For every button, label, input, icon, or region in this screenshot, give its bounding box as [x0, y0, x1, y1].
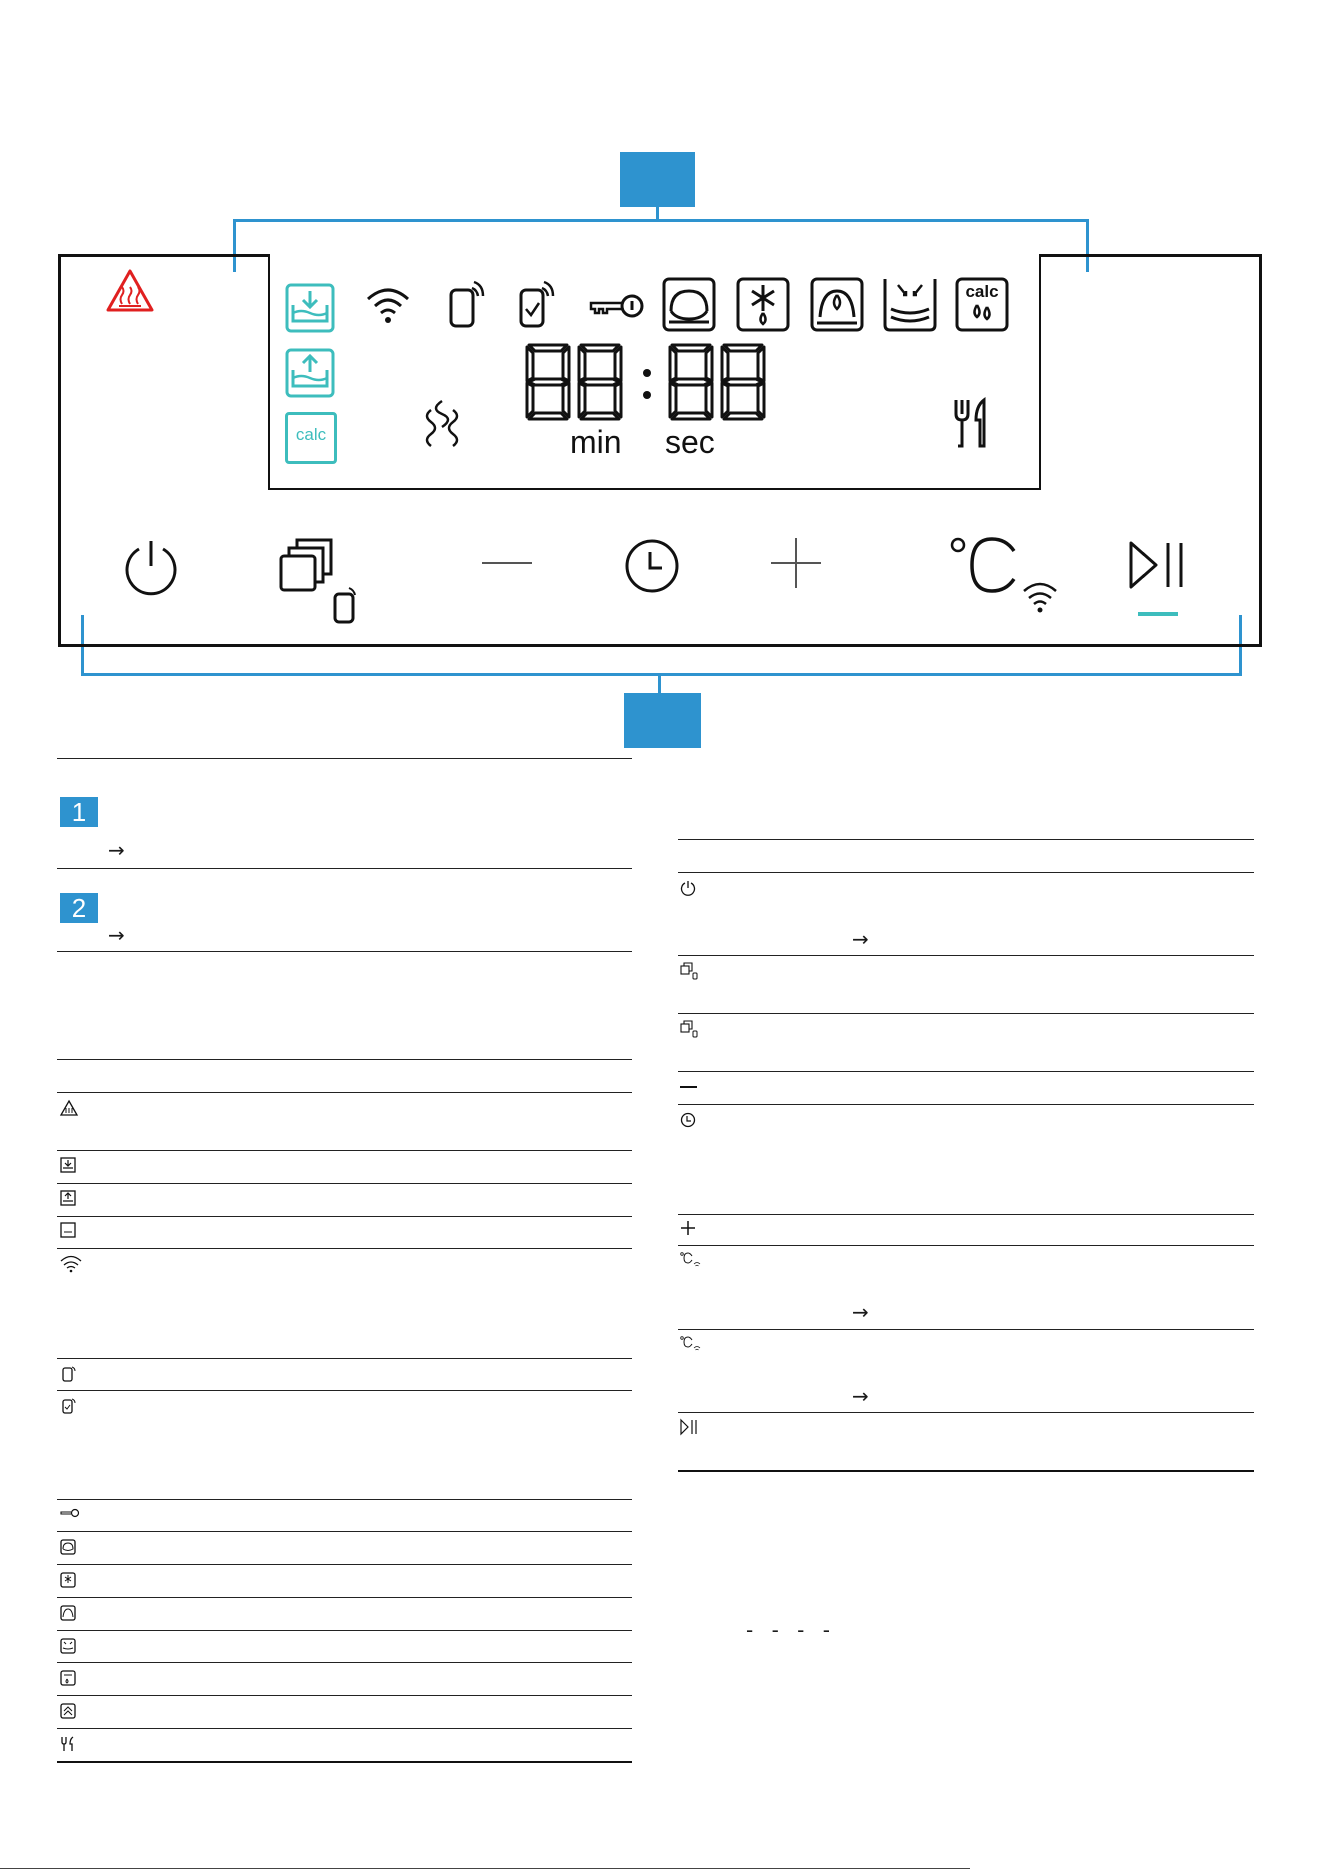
- left-table-rule-5: [57, 1358, 632, 1359]
- dash-sequence: - - - -: [746, 1618, 836, 1642]
- unit-min: min: [570, 424, 622, 460]
- right-arrow-2: →: [852, 1300, 869, 1324]
- power-button[interactable]: [122, 538, 180, 596]
- cutlery-icon: [952, 398, 990, 448]
- legend-badge-1: 1: [60, 797, 98, 827]
- unit-sec: sec: [665, 424, 715, 460]
- bracket-bottom-stem: [658, 675, 661, 695]
- right-table-rule-1: [678, 955, 1254, 956]
- legend-arrow-1: →: [108, 838, 125, 862]
- right-table-rule-bottom: [678, 1470, 1254, 1472]
- steam-drop-icon: [810, 277, 864, 332]
- minus-button[interactable]: [482, 562, 532, 564]
- left-table-rule-4: [57, 1248, 632, 1249]
- plus-button[interactable]: [771, 538, 821, 588]
- right-arrow-3: →: [852, 1384, 869, 1408]
- page-bottom-rule: [0, 1868, 970, 1869]
- key-icon: [588, 293, 646, 319]
- left-table-rule-1: [57, 1150, 632, 1151]
- right-table-rule-7: [678, 1329, 1254, 1330]
- calc-icon: [60, 1222, 76, 1238]
- legend-badge-2: 2: [60, 893, 98, 923]
- programs-icon: [680, 1020, 700, 1038]
- hot-surface-icon: [105, 268, 155, 314]
- right-arrow-1: →: [852, 927, 869, 951]
- temp-wifi-button[interactable]: [949, 535, 1064, 615]
- right-table-rule-2: [678, 1013, 1254, 1014]
- left-table-rule-13: [57, 1695, 632, 1696]
- clock-button[interactable]: [624, 538, 680, 594]
- key-icon: [60, 1508, 80, 1518]
- left-table-rule-9: [57, 1564, 632, 1565]
- time-digits: [525, 343, 770, 421]
- phone-icon: [62, 1364, 76, 1382]
- descale-dry-icon: [60, 1638, 76, 1654]
- temp-wifi-icon: [680, 1252, 702, 1268]
- right-table-rule-3: [678, 1071, 1254, 1072]
- play-pause-button[interactable]: [1128, 540, 1188, 590]
- steam-drop-icon: [60, 1605, 76, 1621]
- calc-drop-label: calc: [965, 282, 999, 301]
- left-table-rule-0: [57, 1092, 632, 1093]
- left-table-rule-bottom: [57, 1761, 632, 1763]
- descale-dry-icon: [883, 277, 937, 332]
- phone-check-icon: [62, 1396, 76, 1414]
- phone-check-icon: [518, 280, 554, 330]
- defrost-icon: [736, 277, 790, 332]
- programs-button[interactable]: [279, 538, 359, 626]
- calc-drop-icon: [60, 1670, 76, 1686]
- left-table-rule-12: [57, 1662, 632, 1663]
- phone-icon: [448, 280, 484, 330]
- right-table-rule-5: [678, 1214, 1254, 1215]
- left-table-rule-7: [57, 1499, 632, 1500]
- steam-cover-icon: [662, 277, 716, 332]
- cutlery-icon: [60, 1736, 76, 1752]
- left-rule-top: [57, 758, 632, 759]
- left-table-rule-head: [57, 1059, 632, 1060]
- minus-icon: [680, 1086, 697, 1088]
- legend-arrow-2: →: [108, 923, 125, 947]
- right-table-rule-4: [678, 1104, 1254, 1105]
- temp-wifi-icon: [680, 1336, 702, 1352]
- programs-icon: [680, 962, 700, 980]
- plus-icon: [680, 1220, 696, 1236]
- left-table-rule-10: [57, 1597, 632, 1598]
- wifi-icon: [60, 1255, 82, 1273]
- wifi-icon: [365, 285, 411, 325]
- play-indicator-bar: [1138, 612, 1178, 616]
- hot-surface-icon: [60, 1100, 78, 1116]
- steam-cover-icon: [60, 1539, 76, 1555]
- water-in-icon: [285, 283, 335, 333]
- right-table-rule-head: [678, 839, 1254, 840]
- calc-label: calc: [295, 425, 327, 444]
- left-table-rule-11: [57, 1630, 632, 1631]
- right-table-rule-6: [678, 1245, 1254, 1246]
- power-icon: [680, 880, 696, 896]
- left-table-rule-3: [57, 1216, 632, 1217]
- water-out-icon: [60, 1190, 76, 1206]
- water-out-icon: [285, 348, 335, 398]
- water-in-icon: [60, 1157, 76, 1173]
- left-rule-1: [57, 868, 632, 869]
- clock-icon: [680, 1112, 696, 1128]
- left-rule-2: [57, 951, 632, 952]
- right-table-rule-8: [678, 1412, 1254, 1413]
- steam-icon: [60, 1703, 76, 1719]
- left-table-rule-6: [57, 1390, 632, 1391]
- left-table-rule-2: [57, 1183, 632, 1184]
- callout-top: [620, 152, 695, 207]
- play-pause-icon: [680, 1419, 698, 1435]
- right-table-rule-0: [678, 872, 1254, 873]
- defrost-icon: [60, 1572, 76, 1588]
- left-table-rule-8: [57, 1531, 632, 1532]
- left-table-rule-14: [57, 1728, 632, 1729]
- callout-bottom: [624, 693, 701, 748]
- steam-icon: [425, 398, 459, 448]
